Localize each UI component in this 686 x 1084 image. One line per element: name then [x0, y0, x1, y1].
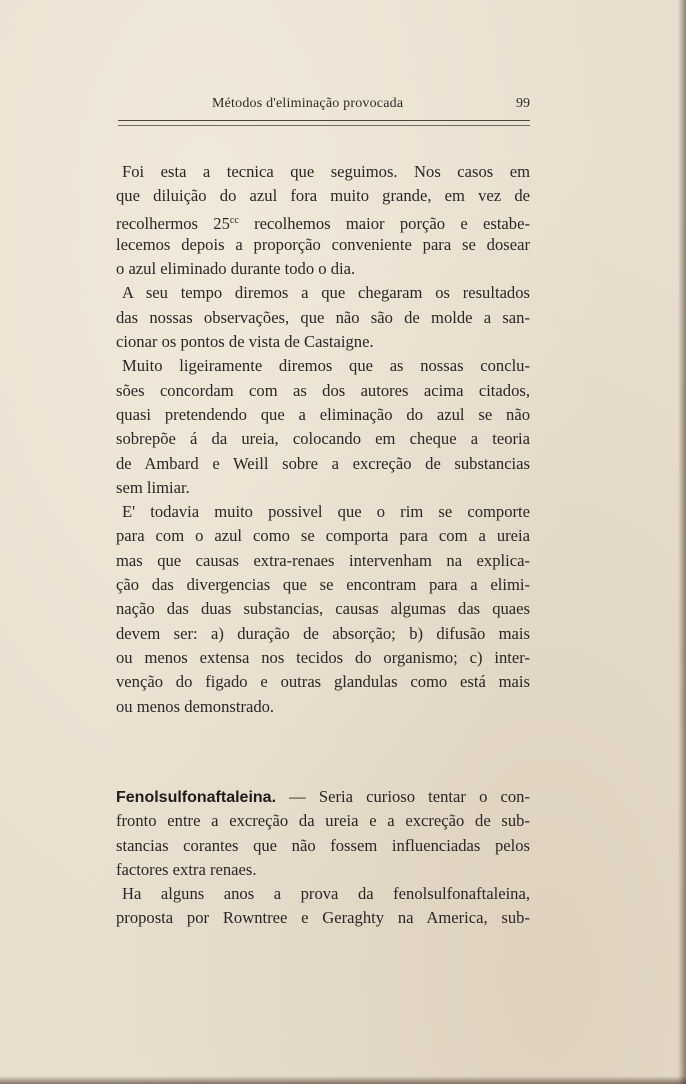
text-line: venção do figado e outras glandulas como está mais — [116, 672, 530, 692]
page-edge-shadow-bottom — [0, 1076, 686, 1084]
text-line: ou menos extensa nos tecidos do organismo; c) inter- — [116, 647, 530, 667]
text-line: ção das divergencias que se encontram para a elimi- — [116, 575, 530, 595]
text-line: A seu tempo diremos a que chegaram os resultados — [122, 283, 530, 303]
text-fragment: recolhemos maior porção e estabe- — [238, 213, 530, 233]
header-rule-thin — [118, 125, 530, 126]
running-title: Métodos d'eliminação provocada — [212, 96, 404, 111]
text-line: de Ambard e Weill sobre a excreção de substancias — [116, 453, 530, 473]
text-line: das nossas observações, que não são de molde a san- — [116, 307, 530, 327]
text-line: cionar os pontos de vista de Castaigne. — [116, 332, 374, 352]
text-line: factores extra renaes. — [116, 859, 257, 879]
superscript: cc — [229, 214, 239, 226]
section-heading-line — [116, 785, 530, 809]
text-line: sões concordam com as dos autores acima citados, — [116, 380, 530, 400]
text-line: ou menos demonstrado. — [116, 696, 275, 716]
section-text — [116, 785, 530, 931]
text-line: proposta por Rowntree e Geraghty na America, sub- — [116, 908, 530, 928]
text-line: fronto entre a excreção da ureia e a excreção de sub- — [116, 811, 530, 831]
text-line: sem limiar. — [116, 477, 190, 497]
text-line: lecemos depois a proporção conveniente para se dosear — [116, 234, 530, 254]
text-line: para com o azul como se comporta para com a ureia — [116, 526, 530, 546]
text-line: nação das duas substancias, causas algumas das quaes — [116, 599, 530, 619]
text-line: mas que causas extra-renaes intervenham na explica- — [116, 550, 530, 570]
text-line: E' todavia muito possivel que o rim se comporte — [122, 502, 530, 522]
header-rule — [118, 120, 530, 121]
text-line: Muito ligeiramente diremos que as nossas conclu- — [122, 356, 530, 376]
text-line: devem ser: a) duração de absorção; b) difusão mais — [116, 623, 530, 643]
section-title-tail: — Seria curioso tentar o con- — [276, 787, 530, 806]
text-line: que diluição do azul fora muito grande, em vez de — [116, 186, 530, 206]
text-line: o azul eliminado durante todo o dia. — [116, 259, 356, 279]
page-edge-shadow — [678, 0, 686, 1084]
section-title: Fenolsulfonaftaleina. — [116, 789, 277, 806]
text-line: quasi pretendendo que a eliminação do azul se não — [116, 404, 530, 424]
text-line: stancias corantes que não fossem influenciadas pelos — [116, 835, 530, 855]
text-fragment: recolhermos 25 — [116, 213, 230, 233]
running-head — [118, 94, 530, 114]
main-text — [116, 160, 530, 719]
text-line: Ha alguns anos a prova da fenolsulfonaftaleina, — [122, 884, 530, 904]
text-line: Foi esta a tecnica que seguimos. Nos casos em — [122, 162, 530, 181]
text-line: sobrepõe á da ureia, colocando em cheque a teoria — [116, 429, 530, 449]
text-line-with-superscript — [116, 209, 530, 233]
page-number: 99 — [516, 96, 530, 111]
